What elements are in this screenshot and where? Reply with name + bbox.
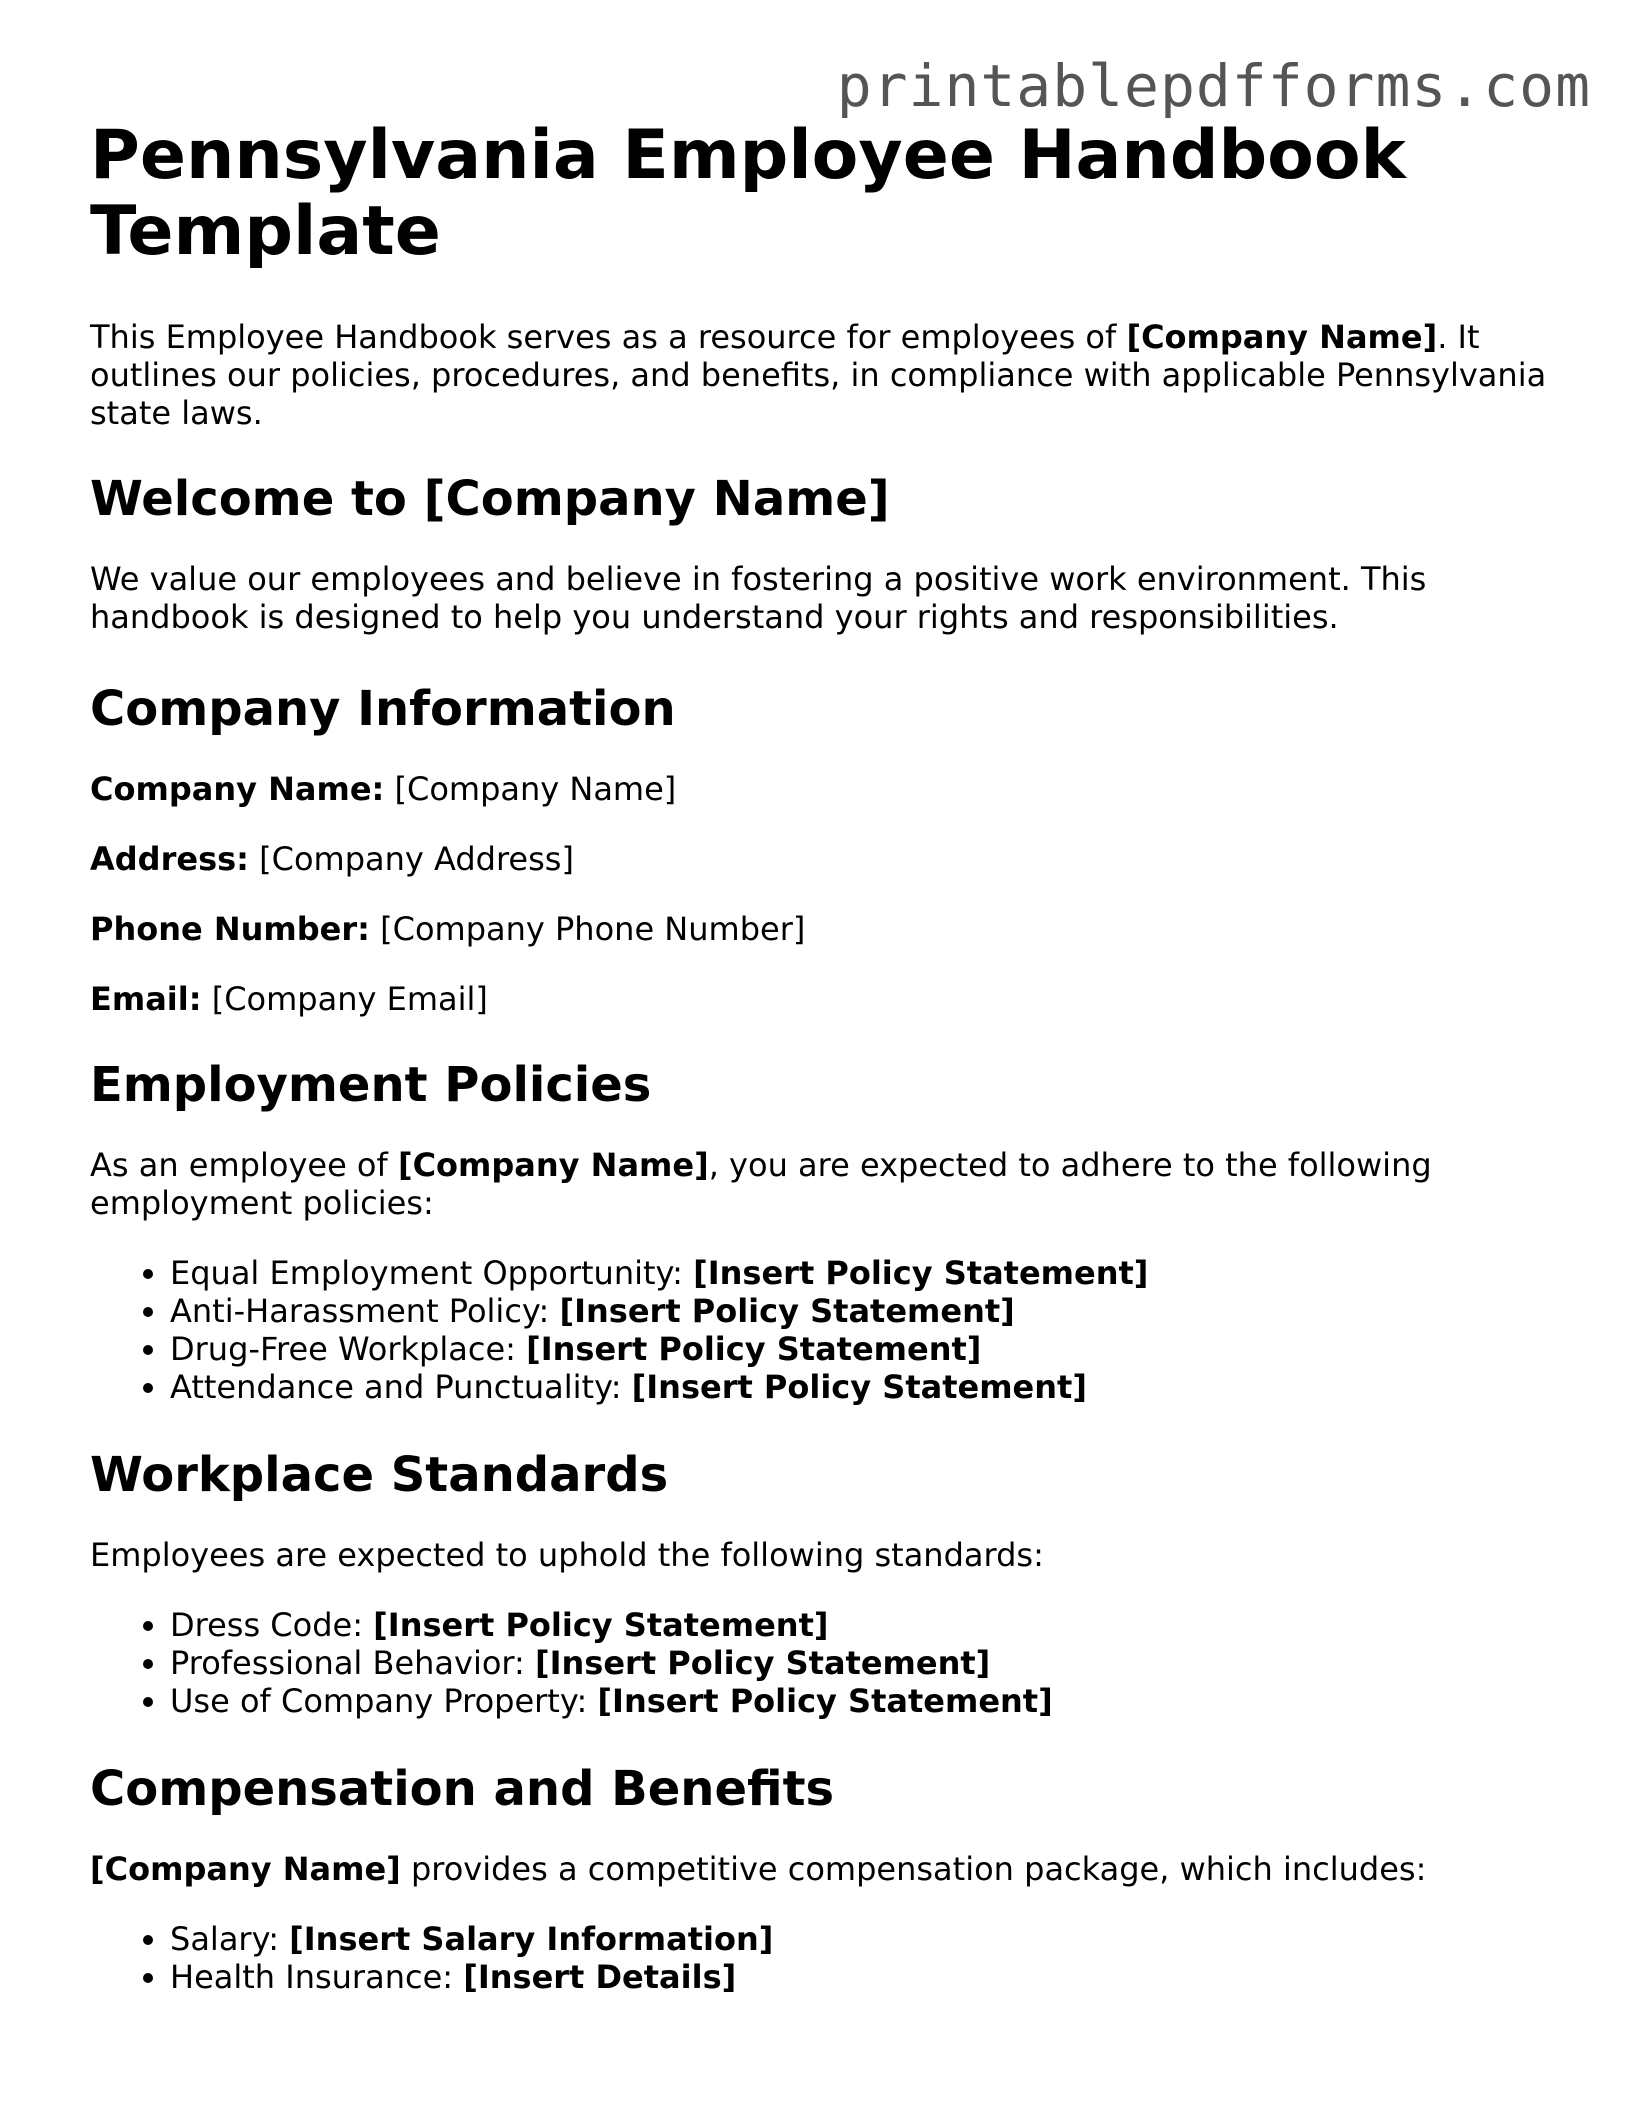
compensation-intro: [Company Name] provides a competitive compensation package, which includes:	[90, 1850, 1427, 1888]
phone-field: Phone Number: [Company Phone Number]	[90, 910, 806, 948]
list-item: • Dress Code: [Insert Policy Statement]	[170, 1606, 1560, 1644]
workplace-standards-heading: Workplace Standards	[90, 1447, 669, 1503]
watermark: printablepdfforms.com	[836, 52, 1591, 120]
page-title: Pennsylvania Employee Handbook Template	[90, 116, 1406, 271]
employment-policies-heading: Employment Policies	[90, 1057, 652, 1113]
list-item: • Use of Company Property: [Insert Policy Statement]	[170, 1682, 1560, 1720]
employment-policies-intro: As an employee of [Company Name], you are expected to adhere to the following employment policies:	[90, 1146, 1432, 1222]
company-name-field: Company Name: [Company Name]	[90, 770, 677, 808]
list-item: • Professional Behavior: [Insert Policy Statement]	[170, 1644, 1560, 1682]
address-field: Address: [Company Address]	[90, 840, 574, 878]
compensation-heading: Compensation and Benefits	[90, 1761, 835, 1817]
list-item: • Anti-Harassment Policy: [Insert Policy Statement]	[170, 1292, 1560, 1330]
welcome-heading: Welcome to [Company Name]	[90, 471, 890, 527]
employment-policies-list	[90, 1254, 1560, 1406]
email-field: Email: [Company Email]	[90, 980, 488, 1018]
list-item: • Drug-Free Workplace: [Insert Policy Statement]	[170, 1330, 1560, 1368]
workplace-standards-list	[90, 1606, 1560, 1720]
compensation-list	[90, 1920, 1560, 1996]
list-item: • Salary: [Insert Salary Information]	[170, 1920, 1560, 1958]
list-item: • Attendance and Punctuality: [Insert Policy Statement]	[170, 1368, 1560, 1406]
document-body	[90, 118, 1560, 2036]
company-info-heading: Company Information	[90, 681, 676, 737]
intro-paragraph: This Employee Handbook serves as a resource for employees of [Company Name]. It outlines our policies, procedures, and benefits, in compliance with applicable Pennsylvania state laws.	[90, 318, 1547, 432]
list-item: • Equal Employment Opportunity: [Insert Policy Statement]	[170, 1254, 1560, 1292]
welcome-text: We value our employees and believe in fostering a positive work environment. This handbook is designed to help you understand your rights and responsibilities.	[90, 560, 1427, 636]
workplace-standards-intro: Employees are expected to uphold the following standards:	[90, 1536, 1044, 1574]
list-item: • Health Insurance: [Insert Details]	[170, 1958, 1560, 1996]
